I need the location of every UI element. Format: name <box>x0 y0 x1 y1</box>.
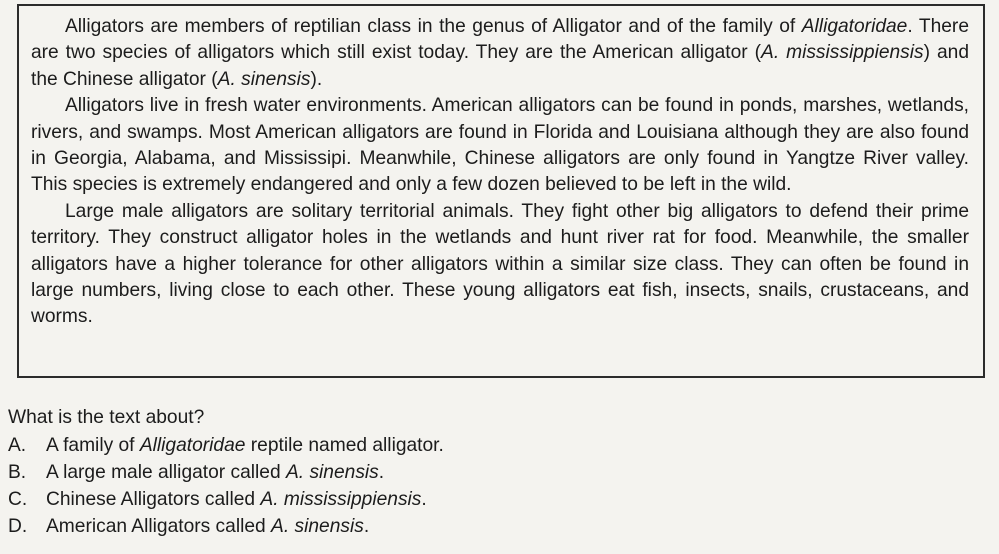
option-c[interactable] <box>8 486 444 513</box>
option-a-text <box>46 432 444 459</box>
p1-species-american: A. mississippiensis <box>761 42 924 64</box>
option-a-text-1: A family of <box>46 435 140 456</box>
option-b-text-1: A large male alligator called <box>46 462 286 483</box>
p1-text-3: ) and the Chinese alligator ( <box>31 42 969 90</box>
option-d-italic: A. sinensis <box>271 516 364 537</box>
p1-text-4: ). <box>310 68 323 90</box>
p1-species-chinese: A. sinensis <box>217 68 311 90</box>
reading-passage-box <box>17 4 985 378</box>
option-c-italic: A. mississippiensis <box>260 489 422 510</box>
option-c-text-2: . <box>421 489 427 510</box>
option-c-letter: C. <box>8 489 28 510</box>
question-stem: What is the text about? <box>8 407 205 428</box>
option-b[interactable] <box>8 459 444 486</box>
option-b-italic: A. sinensis <box>285 462 379 483</box>
passage-paragraph-2: Alligators live in fresh water environments. American alligators can be found in ponds, marshes, wetlands, rivers, and swamps. Most American alligators are found in Florida and Louisiana although they are also found in Georgia, Alabama, and Mississipi. Meanwhile, Chinese alligators are only found in Yangtze River valley. This species is extremely endangered and only a few dozen believed to be left in the wild. <box>31 95 969 196</box>
option-d-text-1: American Alligators called <box>46 516 272 537</box>
option-b-text-2: . <box>378 462 385 483</box>
option-b-letter: B. <box>8 462 27 483</box>
p1-text-1: Alligators are members of reptilian class in the genus of Alligator and of the family of <box>65 16 802 37</box>
p1-family-name: Alligatoridae <box>801 16 908 37</box>
option-a[interactable] <box>8 432 444 459</box>
option-d[interactable] <box>8 513 444 540</box>
option-c-text-1: Chinese Alligators called <box>46 489 261 510</box>
p1-text-2: . There are two species of alligators which still exist today. They are the American alligator ( <box>31 16 969 64</box>
question-block <box>8 404 444 540</box>
option-d-text-2: . <box>363 516 370 537</box>
option-a-text-2: reptile named alligator. <box>245 435 444 456</box>
option-a-italic: Alligatoridae <box>139 435 246 456</box>
passage-paragraph-1 <box>31 14 969 93</box>
option-a-letter: A. <box>8 435 27 456</box>
option-d-text <box>46 513 369 540</box>
option-d-letter: D. <box>8 516 28 537</box>
option-c-text <box>46 486 427 513</box>
passage-paragraph-3: Large male alligators are solitary territorial animals. They fight other big alligators to defend their prime territory. They construct alligator holes in the wetlands and hunt river rat for food. Meanwhile, the smaller alligators have a higher tolerance for other alligators within a similar size class. They can often be found in large numbers, living close to each other. These young alligators eat fish, insects, snails, crustaceans, and worms. <box>31 200 969 328</box>
option-b-text <box>46 459 384 486</box>
